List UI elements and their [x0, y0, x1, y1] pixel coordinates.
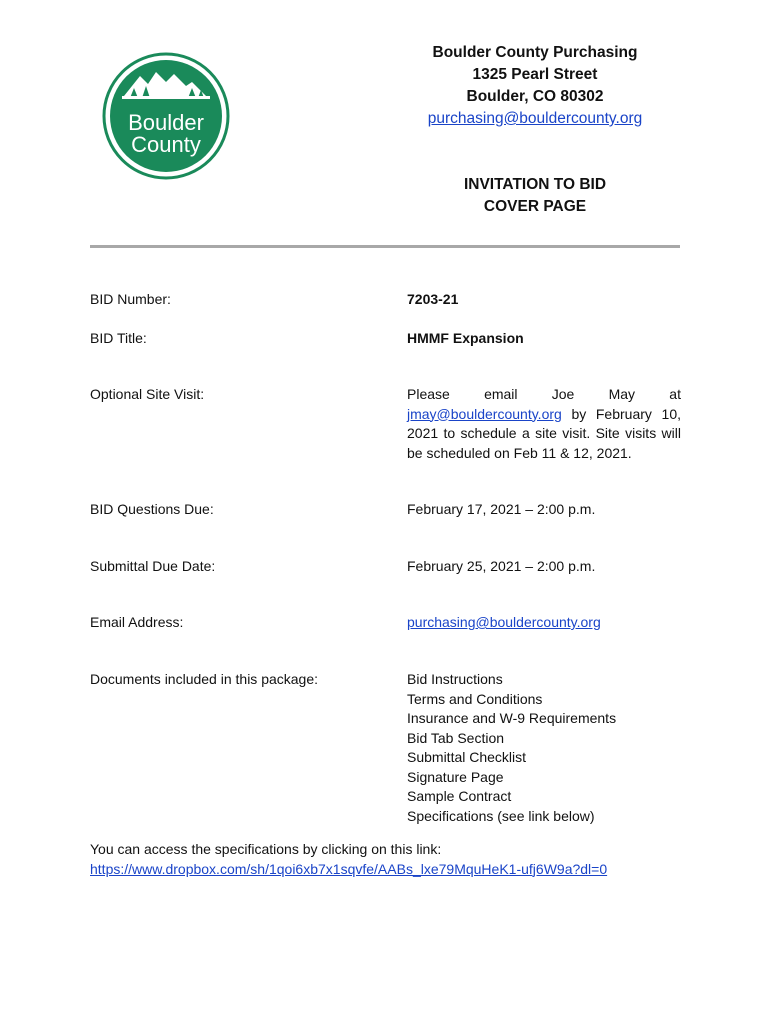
logo-text-line1: Boulder: [128, 110, 204, 135]
site-visit-label: Optional Site Visit:: [90, 386, 205, 402]
email-address-label: Email Address:: [90, 614, 184, 630]
submittal-due-value: February 25, 2021 – 2:00 p.m.: [407, 558, 596, 574]
org-city: Boulder, CO 80302: [466, 88, 604, 105]
title-line2: COVER PAGE: [483, 198, 587, 215]
list-item: Submittal Checklist: [407, 749, 527, 765]
org-street: 1325 Pearl Street: [472, 66, 598, 83]
documents-list: [407, 670, 681, 826]
list-item: Bid Instructions: [407, 671, 503, 687]
documents-label: Documents included in this package:: [90, 671, 319, 687]
specifications-note: [90, 840, 690, 879]
bid-title-label: BID Title:: [90, 330, 147, 346]
submittal-due-label: Submittal Due Date:: [90, 558, 216, 574]
org-name: Boulder County Purchasing: [432, 44, 638, 61]
list-item: Sample Contract: [407, 788, 512, 804]
bid-number-label: BID Number:: [90, 291, 171, 307]
site-visit-text-before: Please email Joe May at: [407, 386, 681, 402]
org-address-block: [395, 42, 675, 130]
header-divider: [90, 245, 680, 248]
list-item: Bid Tab Section: [407, 729, 505, 746]
list-item: Signature Page: [407, 768, 504, 785]
specifications-link[interactable]: https://www.dropbox.com/sh/1qoi6xb7x1sqvfe/AABs_lxe79MquHeK1-ufj6W9a?dl=0: [90, 860, 608, 877]
document-title: [395, 174, 675, 218]
questions-due-value: February 17, 2021 – 2:00 p.m.: [407, 501, 596, 517]
email-address-link[interactable]: purchasing@bouldercounty.org: [407, 614, 601, 630]
bid-title-value: HMMF Expansion: [407, 330, 524, 346]
logo-text-line2: County: [131, 132, 201, 157]
boulder-county-logo: [102, 52, 230, 180]
title-line1: INVITATION TO BID: [463, 176, 607, 193]
org-email-link[interactable]: purchasing@bouldercounty.org: [427, 110, 643, 127]
site-visit-text-after: by February 10, 2021 to schedule a site visit. Site visits will be scheduled on Feb 11 & 12, 2021.: [407, 405, 681, 461]
site-visit-value: [407, 385, 681, 463]
list-item: Insurance and W-9 Requirements: [407, 710, 617, 726]
specifications-intro: You can access the specifications by clicking on this link:: [90, 841, 442, 857]
site-visit-email-link[interactable]: jmay@bouldercounty.org: [407, 405, 562, 422]
bid-number-value: 7203-21: [407, 291, 459, 307]
list-item: Specifications (see link below): [407, 807, 595, 824]
questions-due-label: BID Questions Due:: [90, 501, 214, 517]
list-item: Terms and Conditions: [407, 690, 543, 707]
